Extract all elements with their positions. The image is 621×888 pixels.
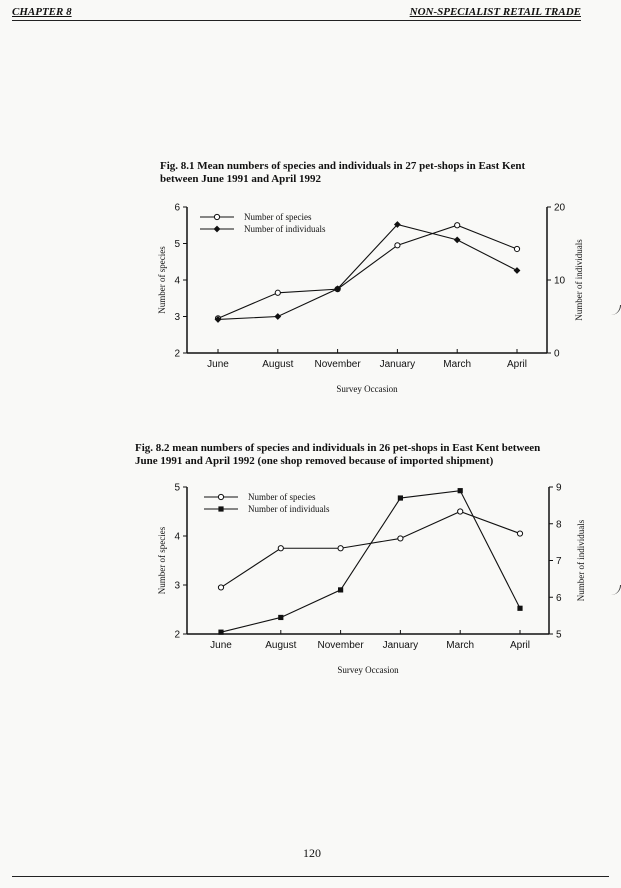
data-point-species — [398, 536, 403, 541]
left-y-axis-title: Number of species — [157, 246, 167, 314]
left-y-tick-label: 2 — [174, 629, 180, 641]
section-header: NON-SPECIALIST RETAIL TRADE — [409, 6, 581, 18]
x-tick-label: March — [446, 640, 475, 651]
data-point-species — [514, 246, 519, 251]
x-tick-label: January — [382, 640, 419, 651]
left-y-tick-label: 4 — [174, 275, 180, 287]
x-tick-label: January — [379, 359, 416, 370]
left-y-tick-label: 4 — [174, 531, 180, 543]
legend-marker — [218, 506, 223, 511]
legend-marker — [214, 214, 219, 219]
footer-rule — [12, 876, 609, 877]
right-y-axis-title: Number of individuals — [574, 239, 584, 321]
data-point-individuals — [514, 267, 521, 274]
data-point-individuals — [398, 495, 403, 500]
series-line — [221, 512, 520, 588]
data-point-individuals — [278, 615, 283, 620]
x-tick-label: November — [314, 359, 361, 370]
left-y-tick-label: 5 — [174, 239, 180, 250]
x-tick-label: June — [207, 359, 229, 370]
legend-label: Number of species — [248, 492, 316, 502]
x-tick-label: April — [509, 640, 531, 651]
figure-2-chart — [0, 475, 621, 685]
left-y-tick-label: 5 — [174, 482, 180, 494]
figure-1-caption-line-1: Fig. 8.1 Mean numbers of species and individuals in 27 pet-shops in East Kent — [160, 160, 526, 172]
chapter-header: CHAPTER 8 — [12, 6, 72, 18]
x-tick-label: August — [265, 640, 297, 651]
data-point-individuals — [338, 587, 343, 592]
legend-label: Number of individuals — [244, 224, 326, 234]
data-point-individuals — [458, 488, 463, 493]
data-point-species — [278, 546, 283, 551]
right-y-tick-label: 0 — [554, 348, 560, 360]
figure-2-caption — [135, 442, 540, 468]
figure-1-caption — [160, 160, 525, 186]
x-axis-title: Survey Occasion — [337, 665, 399, 675]
right-y-axis-title: Number of individuals — [576, 519, 586, 602]
data-point-individuals — [517, 606, 522, 611]
figure-2-caption-line-2: June 1991 and April 1992 (one shop removed because of imported shipment) — [135, 455, 494, 467]
left-y-tick-label: 6 — [174, 202, 180, 214]
right-y-tick-label: 6 — [556, 592, 562, 604]
x-tick-label: April — [506, 359, 528, 370]
x-tick-label: June — [210, 640, 232, 651]
right-y-tick-label: 10 — [554, 275, 566, 287]
right-y-tick-label: 7 — [556, 556, 562, 567]
data-point-species — [455, 223, 460, 228]
x-axis-title: Survey Occasion — [336, 384, 398, 394]
data-point-individuals — [274, 313, 281, 320]
data-point-species — [338, 546, 343, 551]
data-point-species — [517, 531, 522, 536]
right-y-tick-label: 20 — [554, 202, 566, 214]
series-line — [218, 225, 517, 318]
data-point-species — [275, 290, 280, 295]
legend-label: Number of individuals — [248, 504, 330, 514]
page-number: 120 — [303, 846, 321, 860]
left-y-axis-title: Number of species — [157, 526, 167, 595]
legend-marker — [214, 226, 221, 233]
data-point-species — [218, 585, 223, 590]
right-y-tick-label: 5 — [556, 629, 562, 641]
header-rule — [12, 20, 581, 21]
series-line — [218, 225, 517, 320]
legend-label: Number of species — [244, 212, 312, 222]
figure-2-caption-line-1: Fig. 8.2 mean numbers of species and individuals in 26 pet-shops in East Kent between — [135, 442, 541, 454]
left-y-tick-label: 3 — [174, 312, 180, 323]
x-tick-label: March — [443, 359, 472, 370]
data-point-species — [395, 243, 400, 248]
x-tick-label: November — [317, 640, 364, 651]
x-tick-label: August — [262, 359, 294, 370]
figure-1-caption-line-2: between June 1991 and April 1992 — [160, 173, 322, 185]
left-y-tick-label: 2 — [174, 348, 180, 360]
figure-1-chart — [0, 195, 621, 405]
right-y-tick-label: 9 — [556, 482, 562, 494]
data-point-species — [458, 509, 463, 514]
right-y-tick-label: 8 — [556, 519, 562, 531]
left-y-tick-label: 3 — [174, 580, 180, 592]
legend-marker — [218, 494, 223, 499]
data-point-individuals — [218, 630, 223, 635]
data-point-individuals — [454, 236, 461, 243]
